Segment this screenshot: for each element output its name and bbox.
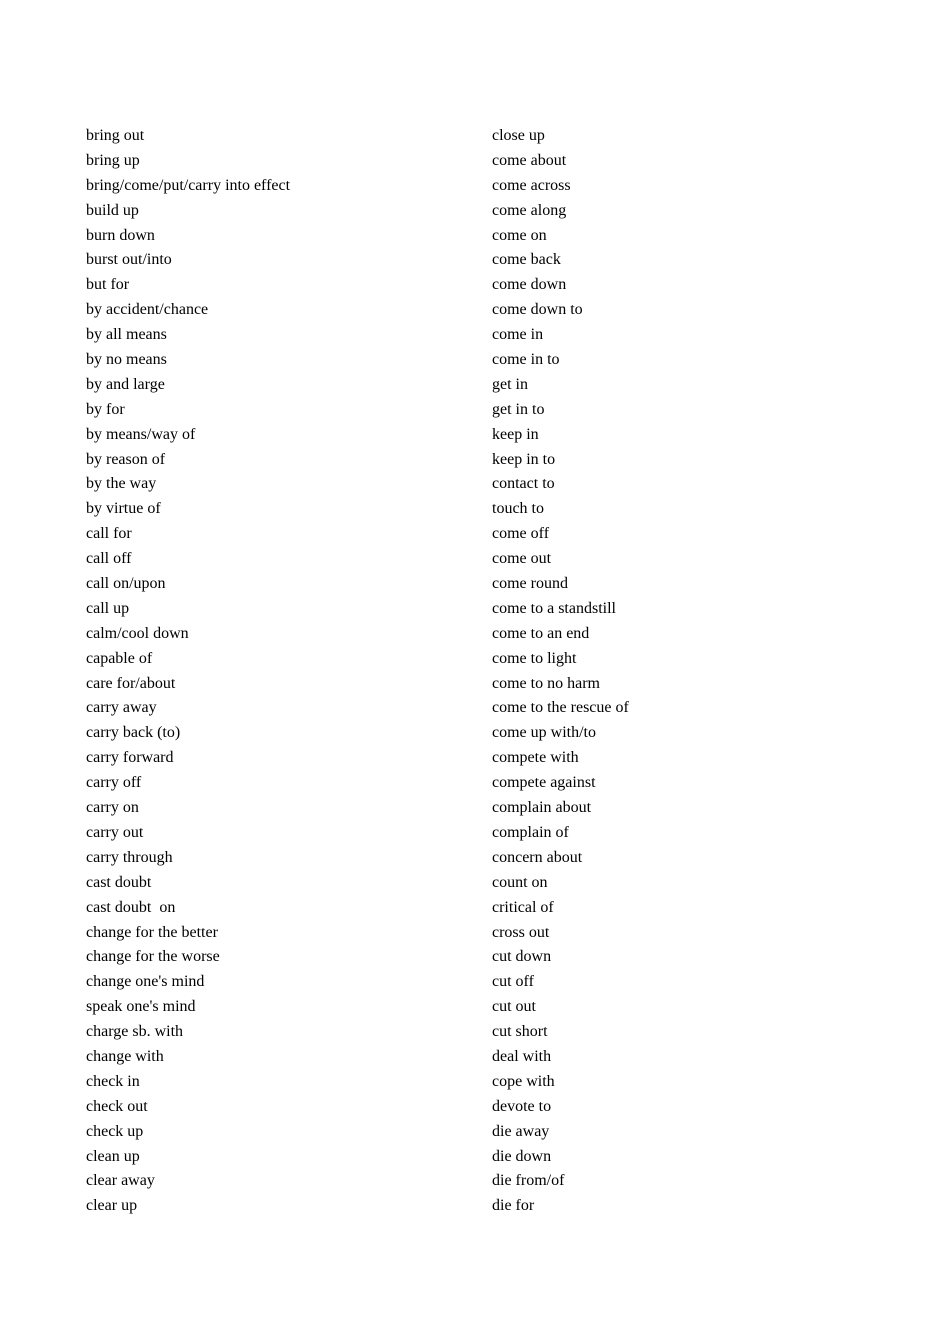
left-phrase-item: call off xyxy=(86,550,132,568)
left-phrase-item: bring out xyxy=(86,127,145,144)
right-phrase-item: keep in xyxy=(492,425,539,443)
right-phrase-item: deal with xyxy=(492,1047,552,1065)
right-phrase-item: come to no harm xyxy=(492,674,600,692)
left-phrase-item: carry off xyxy=(86,774,142,792)
left-phrase-item: burn down xyxy=(86,226,155,244)
left-phrase-item: change with xyxy=(86,1047,164,1065)
right-phrase-item: come up with/to xyxy=(492,724,596,742)
right-phrase-item: come down to xyxy=(492,301,583,319)
left-phrase-item: by accident/chance xyxy=(86,301,209,319)
right-phrase-item: come to a standstill xyxy=(492,599,616,617)
right-phrase-item: come on xyxy=(492,226,547,244)
left-phrase-item: build up xyxy=(86,201,139,219)
right-phrase-item: die down xyxy=(492,1147,552,1165)
left-phrase-item: by the way xyxy=(86,475,157,493)
left-phrase-item: speak one's mind xyxy=(86,998,196,1016)
right-phrase-item: compete with xyxy=(492,749,579,767)
right-phrase-item: cut down xyxy=(492,948,552,966)
left-phrase-item: cast doubt xyxy=(86,873,152,891)
left-phrase-item: change for the better xyxy=(86,923,218,941)
right-phrase-item: come along xyxy=(492,201,567,219)
left-phrase-item: by virtue of xyxy=(86,500,161,518)
right-phrase-item: come out xyxy=(492,550,552,568)
right-phrase-item: die from/of xyxy=(492,1172,565,1190)
left-phrase-column xyxy=(86,124,466,1219)
left-phrase-item: bring up xyxy=(86,151,140,169)
right-phrase-item: contact to xyxy=(492,475,555,493)
right-phrase-item: come in to xyxy=(492,351,560,369)
left-phrase-item: capable of xyxy=(86,649,153,667)
left-phrase-item: carry back (to) xyxy=(86,724,181,742)
left-phrase-item: carry through xyxy=(86,848,173,866)
left-phrase-item: change one's mind xyxy=(86,973,205,991)
left-phrase-item: check out xyxy=(86,1097,148,1115)
right-phrase-item: come in xyxy=(492,326,544,344)
left-phrase-item: carry away xyxy=(86,699,157,717)
right-phrase-item: come to the rescue of xyxy=(492,699,629,717)
right-phrase-item: cut short xyxy=(492,1023,548,1041)
left-phrase-item: call for xyxy=(86,525,132,543)
right-phrase-item: compete against xyxy=(492,774,596,792)
right-phrase-item: critical of xyxy=(492,898,554,916)
right-phrase-item: come across xyxy=(492,176,571,194)
right-phrase-item: touch to xyxy=(492,500,544,518)
left-phrase-item: burst out/into xyxy=(86,251,172,269)
left-phrase-item: carry forward xyxy=(86,749,174,767)
left-phrase-item: by and large xyxy=(86,375,165,393)
right-phrase-column xyxy=(492,124,872,1219)
left-phrase-item: cast doubt on xyxy=(86,898,176,916)
left-phrase-item: clean up xyxy=(86,1147,140,1165)
right-phrase-item: get in xyxy=(492,375,528,393)
left-phrase-item: charge sb. with xyxy=(86,1023,184,1041)
left-phrase-item: bring/come/put/carry into effect xyxy=(86,176,291,194)
right-phrase-item: come back xyxy=(492,251,561,269)
right-phrase-item: cope with xyxy=(492,1072,555,1090)
right-phrase-item: cut off xyxy=(492,973,534,991)
right-phrase-item: complain of xyxy=(492,823,569,841)
left-phrase-item: clear up xyxy=(86,1197,138,1215)
right-phrase-item: keep in to xyxy=(492,450,556,468)
right-phrase-item: come down xyxy=(492,276,567,294)
left-phrase-item: calm/cool down xyxy=(86,624,189,642)
left-phrase-item: change for the worse xyxy=(86,948,220,966)
right-phrase-item: count on xyxy=(492,873,548,891)
left-phrase-item: by all means xyxy=(86,326,167,344)
left-phrase-item: care for/about xyxy=(86,674,176,692)
left-phrase-item: call up xyxy=(86,599,130,617)
right-phrase-item: devote to xyxy=(492,1097,552,1115)
left-phrase-item: call on/upon xyxy=(86,575,166,593)
right-phrase-item: come round xyxy=(492,575,568,593)
right-phrase-item: come to light xyxy=(492,649,577,667)
right-phrase-item: close up xyxy=(492,127,545,144)
right-phrase-item: complain about xyxy=(492,799,592,817)
left-phrase-item: check up xyxy=(86,1122,144,1140)
left-phrase-item: by no means xyxy=(86,351,167,369)
left-phrase-item: but for xyxy=(86,276,130,294)
right-phrase-item: die for xyxy=(492,1197,535,1215)
right-phrase-item: concern about xyxy=(492,848,583,866)
left-phrase-item: check in xyxy=(86,1072,140,1090)
left-phrase-item: carry on xyxy=(86,799,139,817)
right-phrase-item: get in to xyxy=(492,400,545,418)
right-phrase-item: cross out xyxy=(492,923,550,941)
left-phrase-item: by means/way of xyxy=(86,425,196,443)
right-phrase-item: come off xyxy=(492,525,550,543)
right-phrase-item: cut out xyxy=(492,998,536,1016)
left-phrase-item: clear away xyxy=(86,1172,155,1190)
left-phrase-item: by for xyxy=(86,400,125,418)
right-phrase-item: come to an end xyxy=(492,624,590,642)
left-phrase-item: by reason of xyxy=(86,450,166,468)
left-phrase-item: carry out xyxy=(86,823,144,841)
right-phrase-item: come about xyxy=(492,151,567,169)
right-phrase-item: die away xyxy=(492,1122,550,1140)
